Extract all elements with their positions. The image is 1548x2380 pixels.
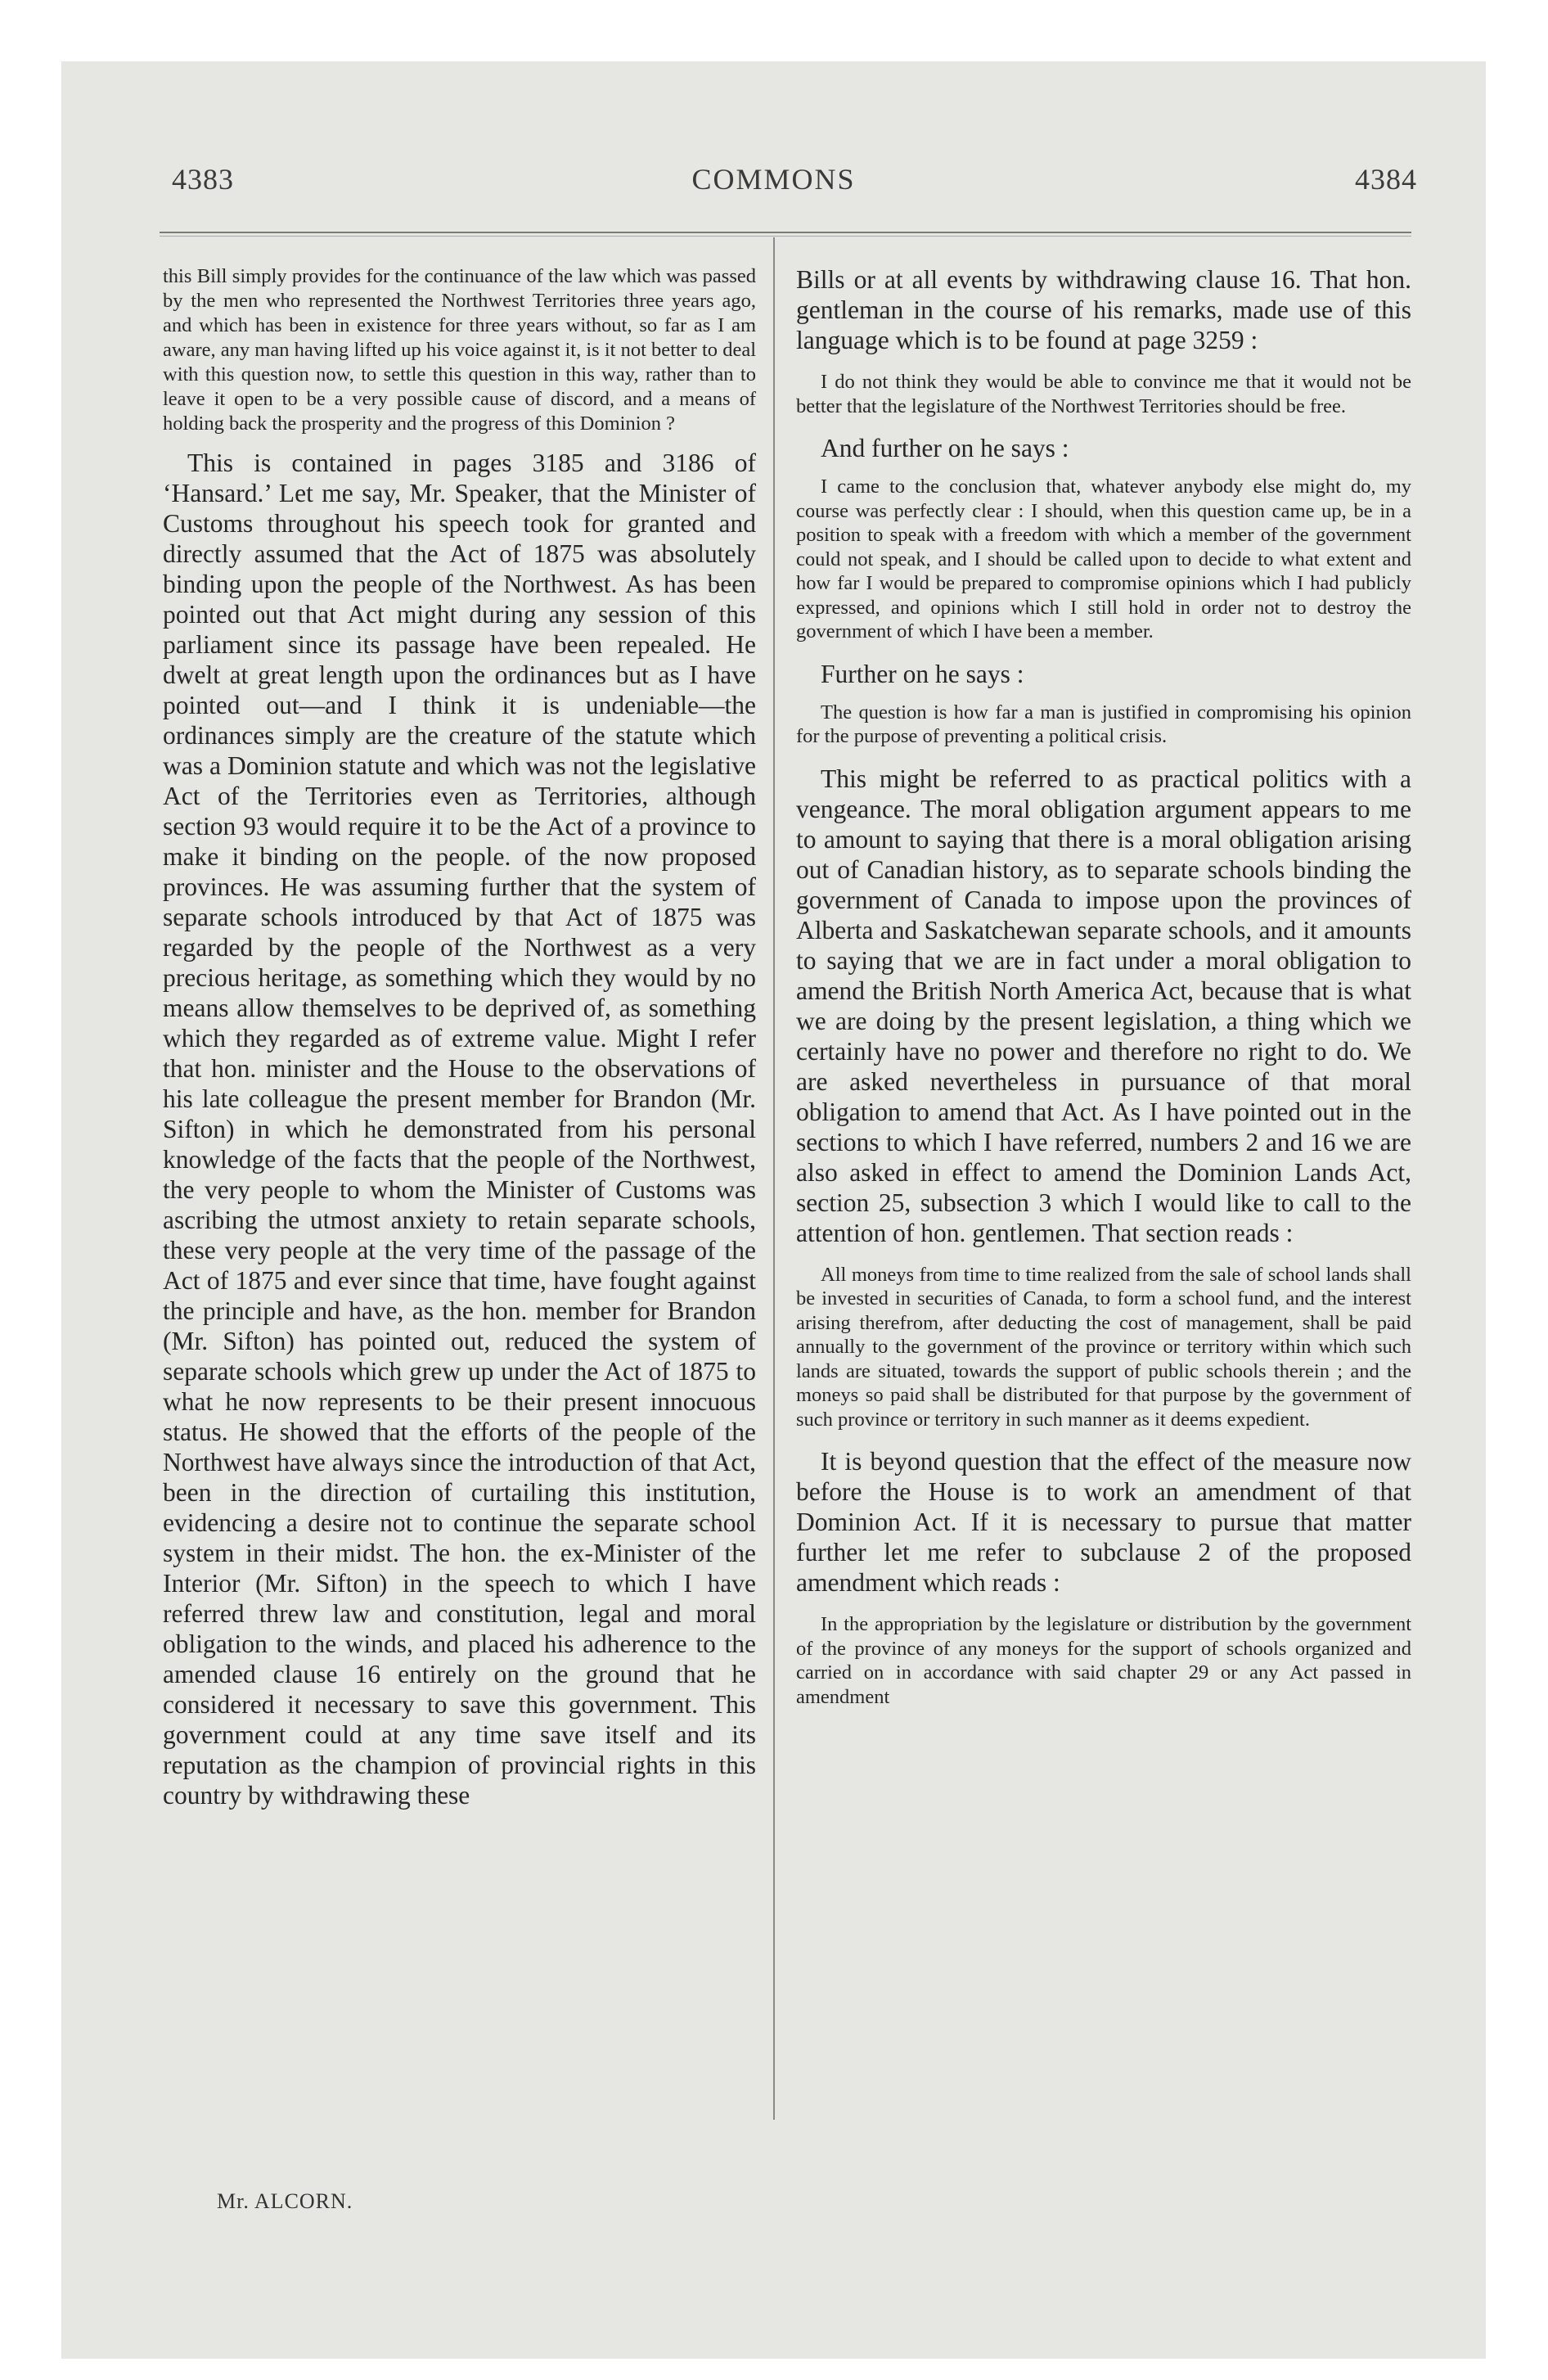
page-background bbox=[61, 61, 1486, 2359]
running-title: COMMONS bbox=[691, 163, 856, 196]
hansard-page bbox=[61, 61, 1486, 2359]
left-column bbox=[163, 264, 756, 1810]
left-paragraph-1: this Bill simply provides for the continuance of the law which was passed by the men who represented the Northwest Territories three years ago, and which has been in existence for three years without, so far as I am aware, any man having lifted up his voice against it, is it not better to deal with this question now, to settle this question in this way, rather than to leave it open to be a very possible cause of discord, and a means of holding back the prosperity and the progress of this Dominion ? bbox=[163, 265, 756, 435]
header-rule bbox=[160, 232, 1411, 233]
right-column bbox=[796, 264, 1411, 1709]
quote-3: The question is how far a man is justified in compromising his opinion for the purpose of preventing a political crisis. bbox=[796, 701, 1411, 747]
lead-in-1: And further on he says : bbox=[821, 434, 1069, 462]
quote-2: I came to the conclusion that, whatever anybody else might do, my course was perfectly clear : I should, when this question came up, be in a position to speak with a freedom with which a member of the government could not speak, and I should be called upon to decide to what extent and how far I would be prepared to compromise opinions which I had publicly expressed, and opinions which I still hold in order not to destroy the government of which I have been a member. bbox=[796, 476, 1411, 642]
right-paragraph-2: This might be referred to as practical politics with a vengeance. The moral obligation argument appears to me to amount to saying that there is a moral obligation arising out of Canadian history, as to separate schools binding the government of Canada to impose upon the provinces of Alberta and Saskatchewan separate schools, and it amounts to saying that we are in fact under a moral obligation to amend the British North America Act, because that is what we are doing by the present legislation, a thing which we certainly have no power and therefore no right to do. We are asked nevertheless in pursuance of that moral obligation to amend that Act. As I have pointed out in the sections to which I have referred, numbers 2 and 16 we are also asked in effect to amend the Dominion Lands Act, section 25, subsection 3 which I would like to call to the attention of hon. gentlemen. That section reads : bbox=[796, 764, 1411, 1247]
right-paragraph-3: It is beyond question that the effect of the measure now before the House is to work an amendment of that Dominion Act. If it is necessary to pursue that matter further let me refer to subclause 2 of the proposed amendment which reads : bbox=[796, 1447, 1411, 1597]
lead-in-2: Further on he says : bbox=[821, 659, 1024, 688]
left-paragraph-2: This is contained in pages 3185 and 3186 of ‘Hansard.’ Let me say, Mr. Speaker, that the Minister of Customs throughout his speech took for granted and directly assumed that the Act of 1875 was absolutely binding upon the people of the Northwest. As has been pointed out that Act might during any session of this parliament since its passage have been repealed. He dwelt at great length upon the ordinances but as I have pointed out—and I think it is undeniable—the ordinances simply are the creature of the statute which was a Dominion statute and which was not the legislative Act of the Territories even as Territories, although section 93 would require it to be the Act of a province to make it binding on the people. of the now proposed provinces. He was assuming further that the system of separate schools introduced by that Act of 1875 was regarded by the people of the Northwest as a very precious heritage, as something which they would by no means allow themselves to be deprived of, as something which they regarded as of extreme value. Might I refer that hon. minister and the House to the observations of his late colleague the present member for Brandon (Mr. Sifton) in which he demonstrated from his personal knowledge of the facts that the people of the Northwest, the very people to whom the Minister of Customs was ascribing the utmost anxiety to retain separate schools, these very people at the very time of the passage of the Act of 1875 and ever since that time, have fought against the principle and have, as the hon. member for Brandon (Mr. Sifton) has pointed out, reduced the system of separate schools which grew up under the Act of 1875 to what he now represents to be their present innocuous status. He showed that the efforts of the people of the Northwest have always since the introduction of that Act, been in the direction of curtailing this institution, evidencing a desire not to continue the separate school system in their midst. The hon. the ex-Minister of the Interior (Mr. Sifton) in the speech to which I have referred threw law and constitution, legal and moral obligation to the winds, and placed his adherence to the amended clause 16 entirely on the ground that he considered it necessary to save this government. This government could at any time save itself and its reputation as the champion of provincial rights in this country by withdrawing these bbox=[163, 449, 756, 1810]
column-divider bbox=[773, 237, 775, 2120]
page-number-left: 4383 bbox=[172, 163, 234, 196]
header-rule-thin bbox=[160, 236, 1411, 237]
quote-1: I do not think they would be able to convince me that it would not be better that the legislature of the Northwest Territories should be free. bbox=[796, 371, 1411, 417]
right-paragraph-1: Bills or at all events by withdrawing clause 16. That hon. gentleman in the course of his remarks, made use of this language which is to be found at page 3259 : bbox=[796, 265, 1411, 354]
page-number-right: 4384 bbox=[1355, 163, 1417, 196]
speaker-footer: Mr. ALCORN. bbox=[217, 2189, 353, 2213]
quote-5: In the appropriation by the legislature or distribution by the government of the province of any moneys for the support of schools organized and carried on in accordance with said chapter 29 or any Act passed in amendment bbox=[796, 1613, 1411, 1708]
quote-4: All moneys from time to time realized from the sale of school lands shall be invested in securities of Canada, to form a school fund, and the interest arising therefrom, after deducting the cost of management, shall be paid annually to the government of the province or territory within which such lands are situated, towards the support of public schools therein ; and the moneys so paid shall be distributed for that purpose by the government of such province or territory in such manner as it deems expedient. bbox=[796, 1263, 1411, 1431]
